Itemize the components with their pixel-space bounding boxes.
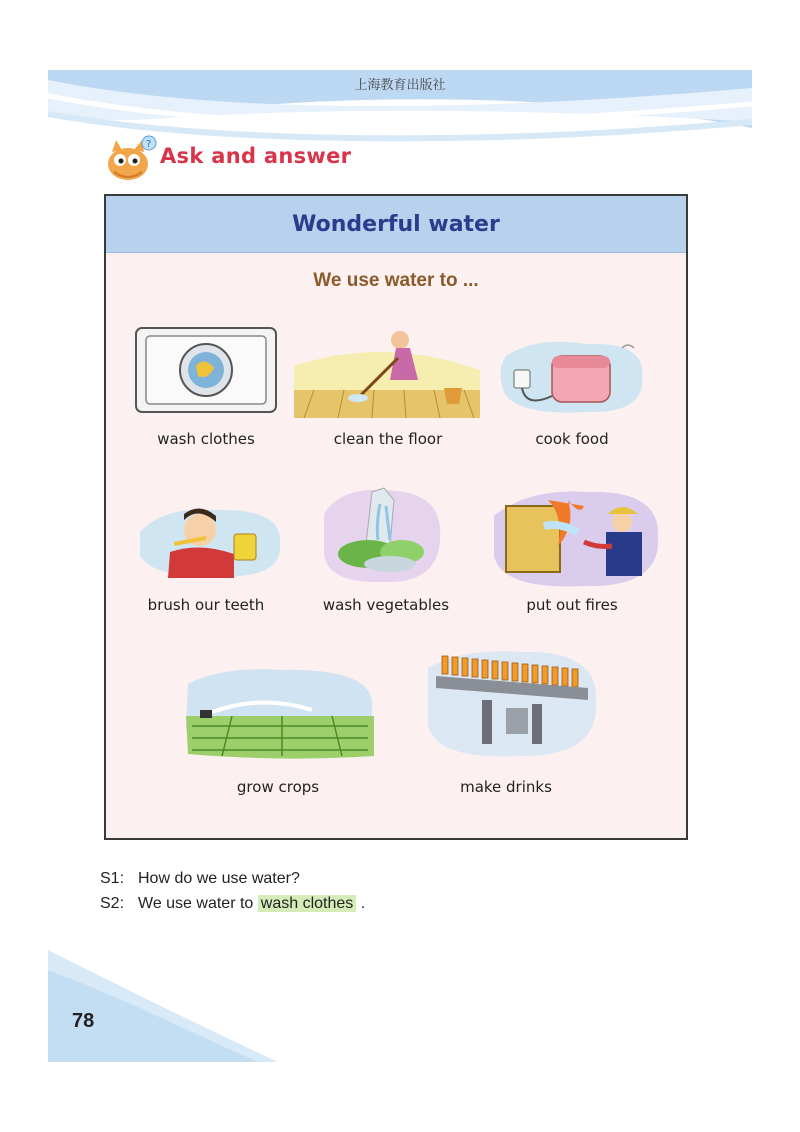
section-title: Ask and answer: [160, 144, 352, 168]
answer-highlight: wash clothes: [258, 895, 357, 912]
mopping-icon: [294, 326, 480, 418]
speaker-label: S1:: [100, 870, 125, 887]
firefighter-icon: [488, 486, 662, 590]
dialog-line-s1: [100, 870, 365, 895]
panel-subtitle: We use water to ...: [313, 270, 479, 291]
caption-grow-crops: grow crops: [236, 778, 320, 796]
caption-cook-food: cook food: [535, 430, 609, 448]
washing-machine-icon: [128, 326, 284, 414]
vegetables-icon: [320, 484, 444, 588]
caption-put-out-fires: put out fires: [526, 596, 618, 614]
caption-clean-the-floor: clean the floor: [333, 430, 443, 448]
dialog-text: We use water to: [138, 895, 254, 912]
dialog-suffix: .: [360, 895, 366, 912]
cat-mascot-icon: [100, 134, 160, 184]
panel-title: Wonderful water: [292, 212, 500, 237]
svg-text:?: ?: [146, 139, 152, 150]
toothbrush-icon: [134, 492, 286, 584]
caption-make-drinks: make drinks: [460, 778, 552, 796]
wonderful-water-panel: [104, 194, 688, 840]
irrigation-icon: [182, 666, 378, 760]
speaker-label: S2:: [100, 895, 125, 912]
dialog-text: How do we use water?: [138, 870, 300, 887]
dialog-block: [100, 870, 365, 920]
bottling-line-icon: [422, 648, 602, 760]
caption-wash-vegetables: wash vegetables: [322, 596, 450, 614]
footer-wave-decoration: [48, 950, 348, 1062]
caption-wash-clothes: wash clothes: [157, 430, 255, 448]
dialog-line-s2: [100, 895, 365, 920]
page-number: 78: [72, 1010, 95, 1032]
rice-cooker-icon: [496, 336, 648, 418]
publisher-name: 上海教育出版社: [354, 78, 446, 93]
caption-brush-our-teeth: brush our teeth: [147, 596, 265, 614]
textbook-page: [48, 70, 752, 1062]
